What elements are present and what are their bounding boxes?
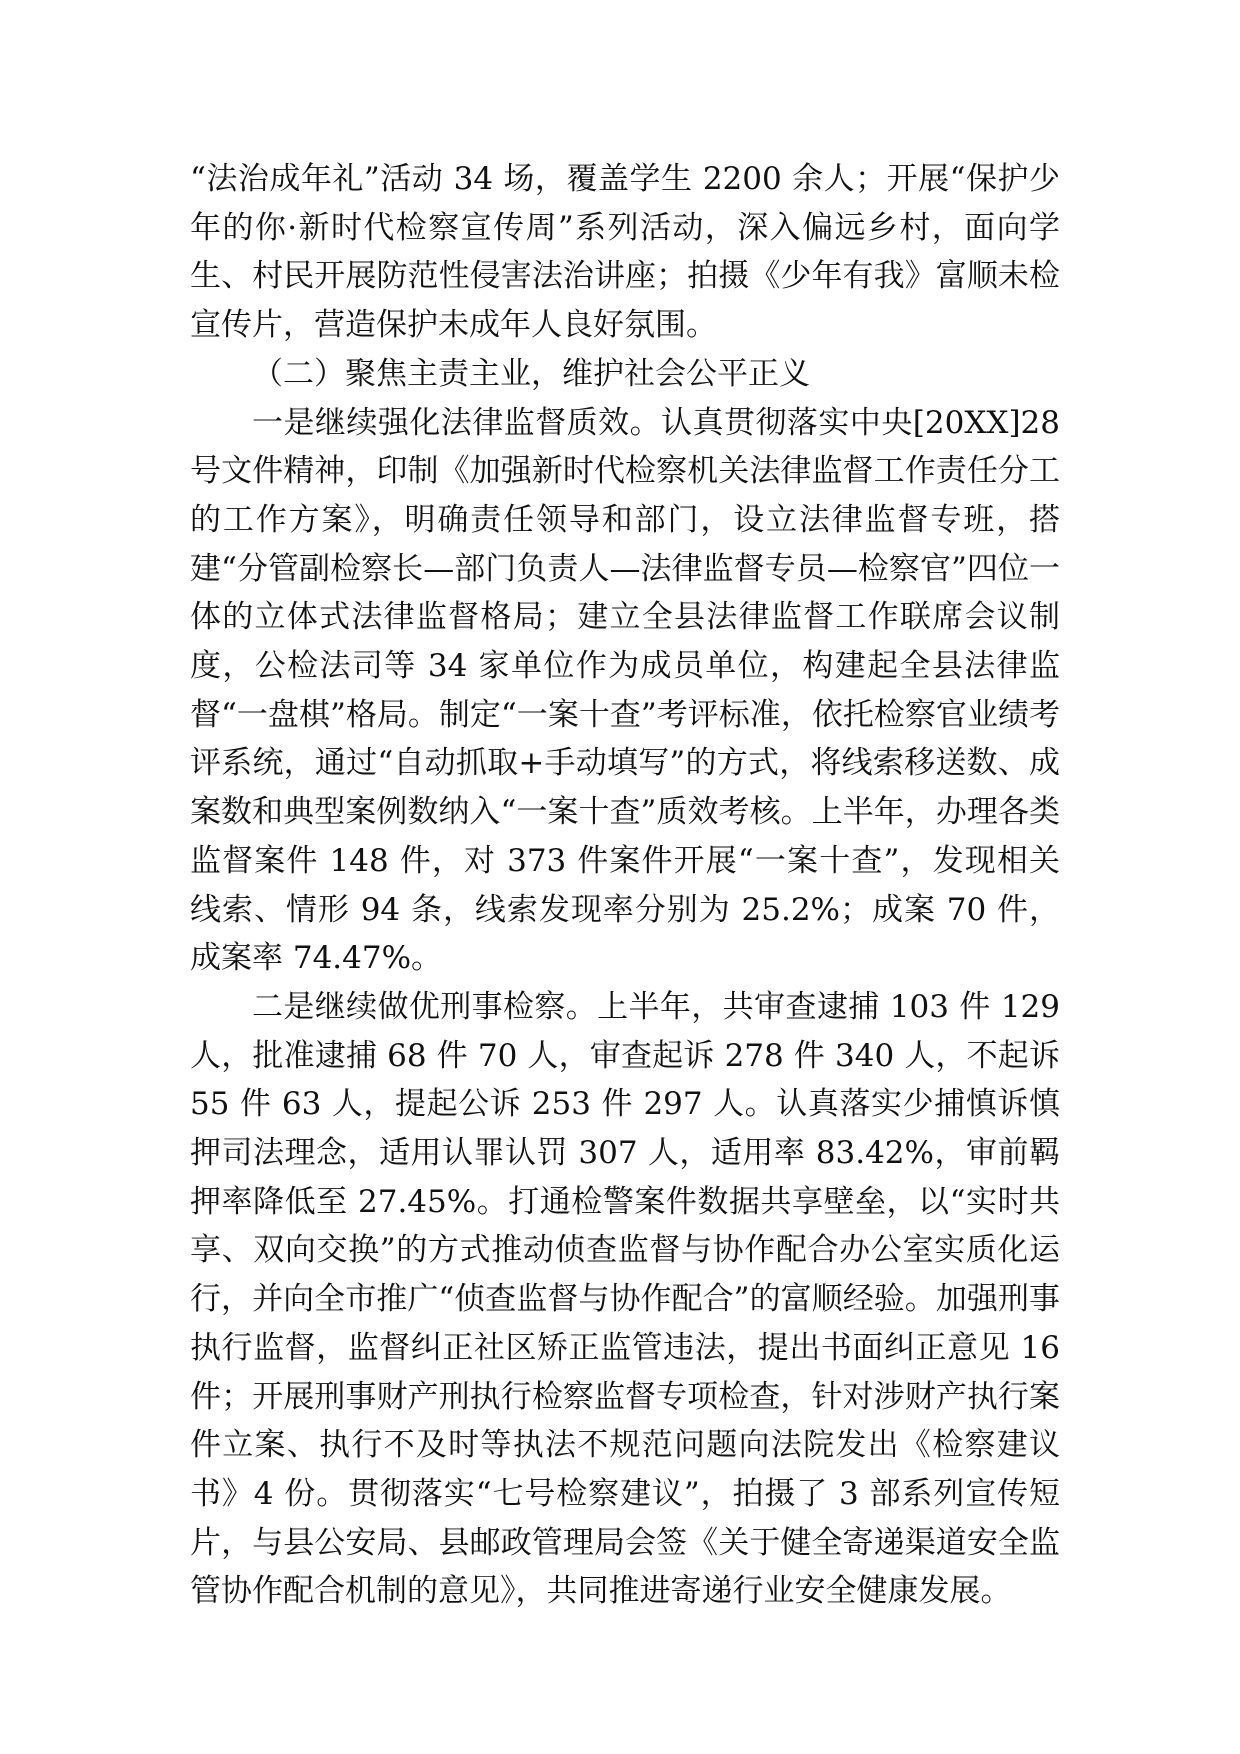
body-paragraph-legal-supervision: 一是继续强化法律监督质效。认真贯彻落实中央[20XX]28 号文件精神，印制《加强新时代检察机关法律监督工作责任分工的工作方案》，明确责任领导和部门，设立法律监督专班，搭建“分管副检察长—部门负责人—法律监督专员—检察官”四位一体的立体式法律监督格局；建立全县法律监督工作联席会议制度，公检法司等 34 家单位作为成员单位，构建起全县法律监督“一盘棋”格局。制定“一案十查”考评标准，依托检察官业绩考评系统，通过“自动抓取+手动填写”的方式，将线索移送数、成案数和典型案例数纳入“一案十查”质效考核。上半年，办理各类监督案件 148 件，对 373 件案件开展“一案十查”，发现相关线索、情形 94 条，线索发现率分别为 25.2%；成案 70 件，成案率 74.47%。	[190, 404, 1060, 977]
section-heading: （二）聚焦主责主业，维护社会公平正义	[252, 355, 810, 392]
body-paragraph-criminal-procuratorate: 二是继续做优刑事检察。上半年，共审查逮捕 103 件 129 人，批准逮捕 68 件 70 人，审查起诉 278 件 340 人，不起诉 55 件 63 人，提起公诉 253 件 297 人。认真落实少捕慎诉慎押司法理念，适用认罪认罚 307 人，适用率 83.42%，审前羁押率降低至 27.45%。打通检警案件数据共享壁垒，以“实时共享、双向交换”的方式推动侦查监督与协作配合办公室实质化运行，并向全市推广“侦查监督与协作配合”的富顺经验。加强刑事执行监督，监督纠正社区矫正监管违法，提出书面纠正意见 16 件；开展刑事财产刑执行检察监督专项检查，针对涉财产执行案件立案、执行不及时等执法不规范问题向法院发出《检察建议书》4 份。贯彻落实“七号检察建议”，拍摄了 3 部系列宣传短片，与县公安局、县邮政管理局会签《关于健全寄递渠道安全监管协作配合机制的意见》，共同推进寄递行业安全健康发展。	[190, 988, 1060, 1610]
continuation-paragraph: “法治成年礼”活动 34 场，覆盖学生 2200 余人；开展“保护少年的你·新时代检察宣传周”系列活动，深入偏远乡村，面向学生、村民开展防范性侵害法治讲座；拍摄《少年有我》富顺未检宣传片，营造保护未成年人良好氛围。	[190, 161, 1060, 344]
document-body	[190, 155, 1060, 1616]
